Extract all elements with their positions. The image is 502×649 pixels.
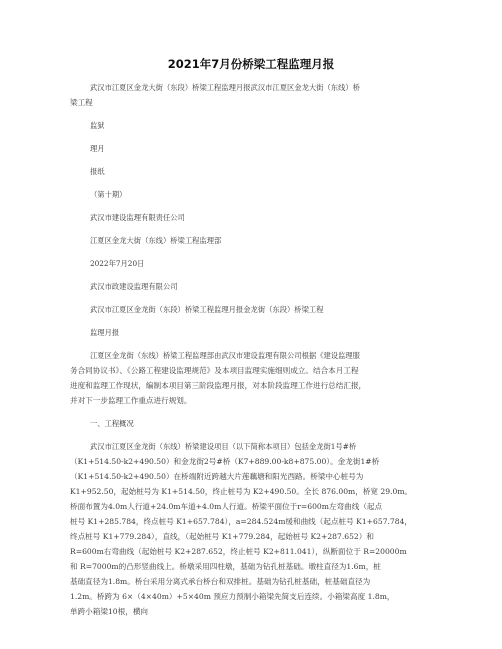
paragraph-line: 理月 bbox=[90, 144, 105, 153]
paragraph-line: 武汉市江夏区金龙街（东段）桥梁工程监理月报金龙街（东段）桥梁工程 bbox=[90, 305, 324, 314]
paragraph-line: 和 R=7000m的凸形竖曲线上。桥墩采用四柱墩，基础为钻孔桩基础。墩柱直径为1.6m，桩 bbox=[70, 562, 381, 571]
paragraph-line: 武汉市建设监理有限责任公司 bbox=[90, 213, 185, 222]
paragraph-line: 报纸 bbox=[90, 167, 105, 176]
paragraph-line: （K1+514.50-k2+490.50）和金龙街2号#桥（K7+889.00-k8+875.00）。金龙街1#桥 bbox=[70, 457, 380, 466]
paragraph-line: 桥面布置为4.0m人行道+24.0m车道+4.0m人行道。桥梁平面位于r=600m左弯曲线（起点 bbox=[70, 502, 383, 511]
paragraph-line: 监理月报 bbox=[90, 328, 120, 337]
paragraph-line: 江夏区金龙街（东线）桥梁工程监理部由武汉市建设监理有限公司根据《建设监理服 bbox=[90, 351, 360, 360]
paragraph-line: 桩号 K1+285.784，终点桩号 K1+657.784），a=284.524m缓和曲线（起点桩号 K1+657.784， bbox=[70, 517, 413, 526]
paragraph-line: 武汉市政建设监理有限公司 bbox=[90, 282, 178, 291]
paragraph-line: 武汉市江夏区金龙街（东线）桥梁建设项目（以下简称本项目）包括金龙街1号#桥 bbox=[90, 442, 357, 451]
paragraph-line: 基础直径为1.8m。桥台采用分离式承台桥台和双排桩。基础为钻孔桩基础，桩基础直径为 bbox=[70, 577, 371, 586]
paragraph-line: （K1+514.50-k2+490.50）在桥端附近跨越大片莲藕塘和阳光西路。桥梁中心桩号为 bbox=[70, 472, 364, 481]
paragraph-line: 1.2m。桥跨为 6×（4×40m）+5×40m 预应力预制小箱梁先简支后连续。小箱梁高度 1.8m， bbox=[70, 592, 395, 601]
paragraph-line: 江夏区金龙大街（东线）桥梁工程监理部 bbox=[90, 236, 222, 245]
paragraph-line: 进度和监理工作现状，编制本项目第三阶段监理月报，对本阶段监理工作进行总结汇报， bbox=[70, 381, 367, 390]
paragraph-line: （第十期） bbox=[90, 190, 127, 199]
section-heading: 一、工程概况 bbox=[90, 419, 134, 428]
paragraph-line: 梁工程 bbox=[70, 98, 93, 107]
paragraph-line: 务合同协议书》、《公路工程建设监理规范》及本项目监理实施细则成立。结合本月工程 bbox=[70, 366, 359, 375]
paragraph-line: 武汉市江夏区金龙大街（东段）桥梁工程监理月报武汉市江夏区金龙大街（东线）桥 bbox=[90, 83, 360, 92]
paragraph-line: 2022年7月20日 bbox=[90, 259, 145, 268]
paragraph-line: K1+952.50，起始桩号为 K1+514.50，终止桩号为 K2+490.50。全长 876.00m，桥宽 29.0m。 bbox=[70, 487, 413, 496]
paragraph-line: 单跨小箱梁10根，横向 bbox=[70, 607, 149, 616]
paragraph-line: R=600m右弯曲线（起始桩号 K2+287.652，终止桩号 K2+811.041），纵断面位于 R=20000m bbox=[70, 547, 407, 556]
paragraph-line: 监狱 bbox=[90, 121, 105, 130]
document-title: 2021年7月份桥梁工程监理月报 bbox=[167, 57, 335, 71]
paragraph-line: 终点桩号 K1+779.284），直线，（起始桩号 K1+779.284，起始桩号 K2+287.652）和 bbox=[70, 532, 374, 541]
paragraph-line: 并对下一步监理工作重点进行规划。 bbox=[70, 396, 192, 405]
